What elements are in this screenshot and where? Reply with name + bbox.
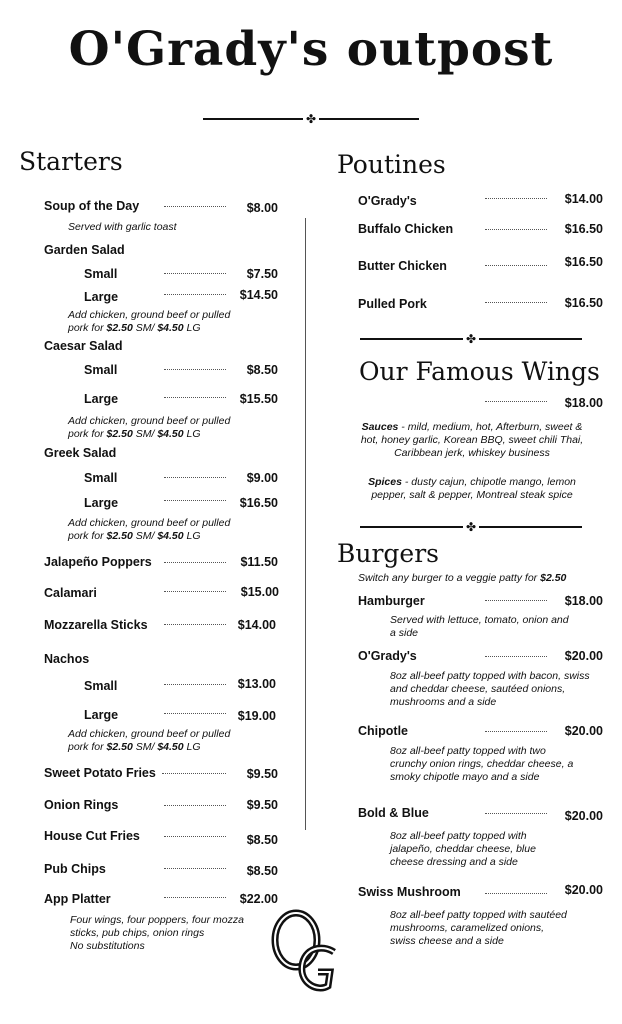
leader-dots (164, 397, 226, 398)
menu-item-caesar-large-price: $15.50 (239, 392, 278, 406)
size-large-label: Large (84, 392, 119, 406)
menu-item-onion-rings-name: Onion Rings (44, 798, 119, 812)
burger-bold-blue-price: $20.00 (564, 809, 603, 823)
menu-item-nachos-large-price: $19.00 (237, 709, 276, 723)
starters-heading: Starters (19, 147, 123, 176)
burger-chipotle-price: $20.00 (564, 724, 603, 738)
burger-ogradys-desc: 8oz all-beef patty topped with bacon, swiss and cheddar cheese, sautéed onions, mushrooms and a side (390, 670, 590, 708)
size-small-label: Small (84, 679, 118, 693)
menu-item-caesar-small-price: $8.50 (246, 363, 278, 377)
burger-swiss-mushroom-price: $20.00 (564, 883, 603, 897)
menu-item-app-platter-name: App Platter (44, 892, 111, 906)
leader-dots (485, 600, 547, 601)
leader-dots (164, 206, 226, 207)
menu-item-app-platter-note: Four wings, four poppers, four mozza sticks, pub chips, onion rings No substitutions (70, 914, 244, 952)
burger-swiss-mushroom-desc: 8oz all-beef patty topped with sautéed mushrooms, caramelized onions, swiss cheese and a side (390, 909, 567, 947)
burgers-heading: Burgers (337, 539, 440, 568)
leader-dots (485, 265, 547, 266)
poutine-item-name: Buffalo Chicken (358, 222, 454, 236)
menu-item-jalapeno-price: $11.50 (240, 555, 278, 569)
wings-spices: Spices - dusty cajun, chipotle mango, lemon pepper, salt & pepper, Montreal steak spice (368, 476, 576, 501)
og-monogram-logo (268, 908, 344, 994)
leader-dots (164, 624, 226, 625)
wings-price: $18.00 (564, 396, 603, 410)
leader-dots (162, 773, 226, 774)
poutine-item-price: $16.50 (564, 296, 603, 310)
poutine-item-name: Pulled Pork (358, 297, 427, 311)
menu-item-garden-small-price: $7.50 (246, 267, 278, 281)
leader-dots (164, 562, 226, 563)
leader-dots (485, 893, 547, 894)
menu-item-pub-chips-name: Pub Chips (44, 862, 106, 876)
leader-dots (485, 401, 547, 402)
menu-item-jalapeno-name: Jalapeño Poppers (44, 555, 152, 569)
leader-dots (485, 229, 547, 230)
og-monogram-icon (268, 908, 344, 994)
leader-dots (485, 198, 547, 199)
burger-chipotle-name: Chipotle (358, 724, 408, 738)
leader-dots (164, 897, 226, 898)
menu-item-house-fries-price: $8.50 (246, 833, 278, 847)
menu-item-sweet-potato-name: Sweet Potato Fries (44, 766, 156, 780)
leader-dots (164, 805, 226, 806)
burger-ogradys-name: O'Grady's (358, 649, 417, 663)
wings-heading: Our Famous Wings (359, 357, 600, 386)
leader-dots (164, 868, 226, 869)
wings-sauces: Sauces - mild, medium, hot, Afterburn, sweet & hot, honey garlic, Korean BBQ, sweet chili Thai, Caribbean jerk, whiskey business (360, 421, 584, 459)
size-small-label: Small (84, 471, 118, 485)
burger-hamburger-desc: Served with lettuce, tomato, onion and a side (390, 614, 569, 639)
size-small-label: Small (84, 267, 118, 281)
menu-item-pub-chips-price: $8.50 (246, 864, 278, 878)
leader-dots (164, 713, 226, 714)
poutine-item-price: $16.50 (564, 255, 603, 269)
burger-bold-blue-desc: 8oz all-beef patty topped with jalapeño, cheddar cheese, blue cheese dressing and a side (390, 830, 536, 868)
leader-dots (164, 273, 226, 274)
menu-item-mozza-price: $14.00 (237, 618, 276, 632)
menu-item-caesar-name: Caesar Salad (44, 339, 123, 353)
burger-bold-blue-name: Bold & Blue (358, 806, 429, 820)
menu-item-greek-large-price: $16.50 (239, 496, 278, 510)
menu-item-sweet-potato-price: $9.50 (246, 767, 278, 781)
addon-note: Add chicken, ground beef or pulled pork for $2.50 SM/ $4.50 LG (68, 728, 231, 753)
menu-item-nachos-small-price: $13.00 (237, 677, 276, 691)
menu-item-calamari-name: Calamari (44, 586, 97, 600)
leader-dots (164, 369, 226, 370)
menu-item-soup-price: $8.00 (246, 201, 278, 215)
poutine-item-price: $14.00 (564, 192, 603, 206)
burger-swiss-mushroom-name: Swiss Mushroom (358, 885, 461, 899)
size-small-label: Small (84, 363, 118, 377)
burger-hamburger-price: $18.00 (564, 594, 603, 608)
addon-note: Add chicken, ground beef or pulled pork for $2.50 SM/ $4.50 LG (68, 309, 231, 334)
restaurant-title: O'Grady's outpost (68, 22, 554, 77)
size-large-label: Large (84, 708, 119, 722)
leader-dots (164, 836, 226, 837)
menu-item-nachos-name: Nachos (44, 652, 90, 666)
poutine-item-name: Butter Chicken (358, 259, 447, 273)
leader-dots (164, 294, 226, 295)
leader-dots (164, 477, 226, 478)
menu-item-house-fries-name: House Cut Fries (44, 829, 140, 843)
column-divider (305, 218, 306, 830)
menu-item-soup-name: Soup of the Day (44, 199, 140, 213)
burger-ogradys-price: $20.00 (564, 649, 603, 663)
leader-dots (485, 731, 547, 732)
menu-item-greek-small-price: $9.00 (246, 471, 278, 485)
leader-dots (485, 656, 547, 657)
leader-dots (164, 500, 226, 501)
divider-flourish: ✤ (355, 334, 587, 344)
menu-item-onion-rings-price: $9.50 (246, 798, 278, 812)
menu-item-garden-large-price: $14.50 (239, 288, 278, 302)
addon-note: Add chicken, ground beef or pulled pork for $2.50 SM/ $4.50 LG (68, 415, 231, 440)
poutines-heading: Poutines (337, 150, 446, 179)
burger-hamburger-name: Hamburger (358, 594, 425, 608)
size-large-label: Large (84, 290, 119, 304)
leader-dots (485, 302, 547, 303)
leader-dots (164, 684, 226, 685)
leader-dots (485, 813, 547, 814)
poutine-item-price: $16.50 (564, 222, 603, 236)
size-large-label: Large (84, 496, 119, 510)
addon-note: Add chicken, ground beef or pulled pork for $2.50 SM/ $4.50 LG (68, 517, 231, 542)
veggie-patty-note: Switch any burger to a veggie patty for $2.50 (358, 572, 567, 584)
leader-dots (164, 591, 226, 592)
menu-item-app-platter-price: $22.00 (239, 892, 278, 906)
menu-item-calamari-price: $15.00 (240, 585, 279, 599)
divider-flourish: ✤ (355, 522, 587, 532)
menu-item-soup-note: Served with garlic toast (68, 221, 177, 233)
menu-item-garden-name: Garden Salad (44, 243, 125, 257)
menu-item-greek-name: Greek Salad (44, 446, 117, 460)
burger-chipotle-desc: 8oz all-beef patty topped with two crunchy onion rings, cheddar cheese, a smoky chipotle mayo and a side (390, 745, 574, 783)
menu-item-mozza-name: Mozzarella Sticks (44, 618, 148, 632)
poutine-item-name: O'Grady's (358, 194, 417, 208)
divider-flourish-top: ✤ (198, 114, 424, 124)
